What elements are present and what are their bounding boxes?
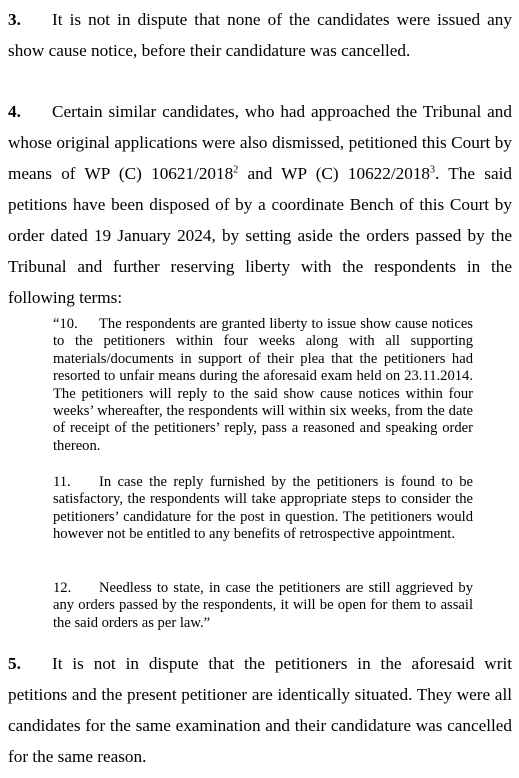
quote-text: The respondents are granted liberty to issue show cause notices to the petitioners within four weeks along with all supporting materials/documents in support of their plea that the petitioners had resorted to unfair means during the aforesaid exam held on 23.11.2014. The petitioners will reply to the said show cause notices within four weeks’ whereafter, the respondents will within six weeks, from the date of receipt of the petitioners’ reply, pass a reasoned and speaking order thereon. [53,316,473,454]
paragraph-4 [8,96,512,313]
paragraph-text: It is not in dispute that none of the candidates were issued any show cause notice, before their candidature was cancelled. [8,10,512,60]
footnote-ref[interactable]: 2 [233,164,239,176]
paragraph-3 [8,4,512,66]
quoted-paragraph-12 [53,580,473,632]
paragraph-number: 3. [8,10,21,29]
paragraph-text: and WP (C) 10622/2018 [238,164,431,183]
quoted-paragraph-10 [53,316,473,455]
paragraph-number: 5. [8,654,21,673]
quote-text: Needless to state, in case the petitioners are still aggrieved by any orders passed by the respondents, it will be open for them to assail the said orders as per law.” [53,580,473,631]
paragraph-5 [8,648,512,772]
paragraph-text: Certain similar candidates, who had approached the Tribunal and whose original applications were also dismissed, petitioned this Court by means of WP (C) 10621/2018 [8,102,512,183]
paragraph-text: . The said petitions have been disposed of by a coordinate Bench of this Court by order dated 19 January 2024, by setting aside the orders passed by the Tribunal and further reserving liberty with the respondents in the following terms: [8,164,512,307]
quoted-paragraph-11 [53,474,473,544]
quote-text: In case the reply furnished by the petitioners is found to be satisfactory, the respondents will take appropriate steps to consider the petitioners’ candidature for the post in question. The petitioners would however not be entitled to any benefits of retrospective appointment. [53,474,473,543]
quote-number: 12. [53,580,72,596]
paragraph-number: 4. [8,102,21,121]
quote-number: 11. [53,474,71,490]
footnote-ref[interactable]: 3 [430,164,436,176]
quote-number: “10. [53,316,78,332]
paragraph-text: It is not in dispute that the petitioners in the aforesaid writ petitions and the present petitioner are identically situated. They were all candidates for the same examination and their candidature was cancelled for the same reason. [8,654,512,766]
